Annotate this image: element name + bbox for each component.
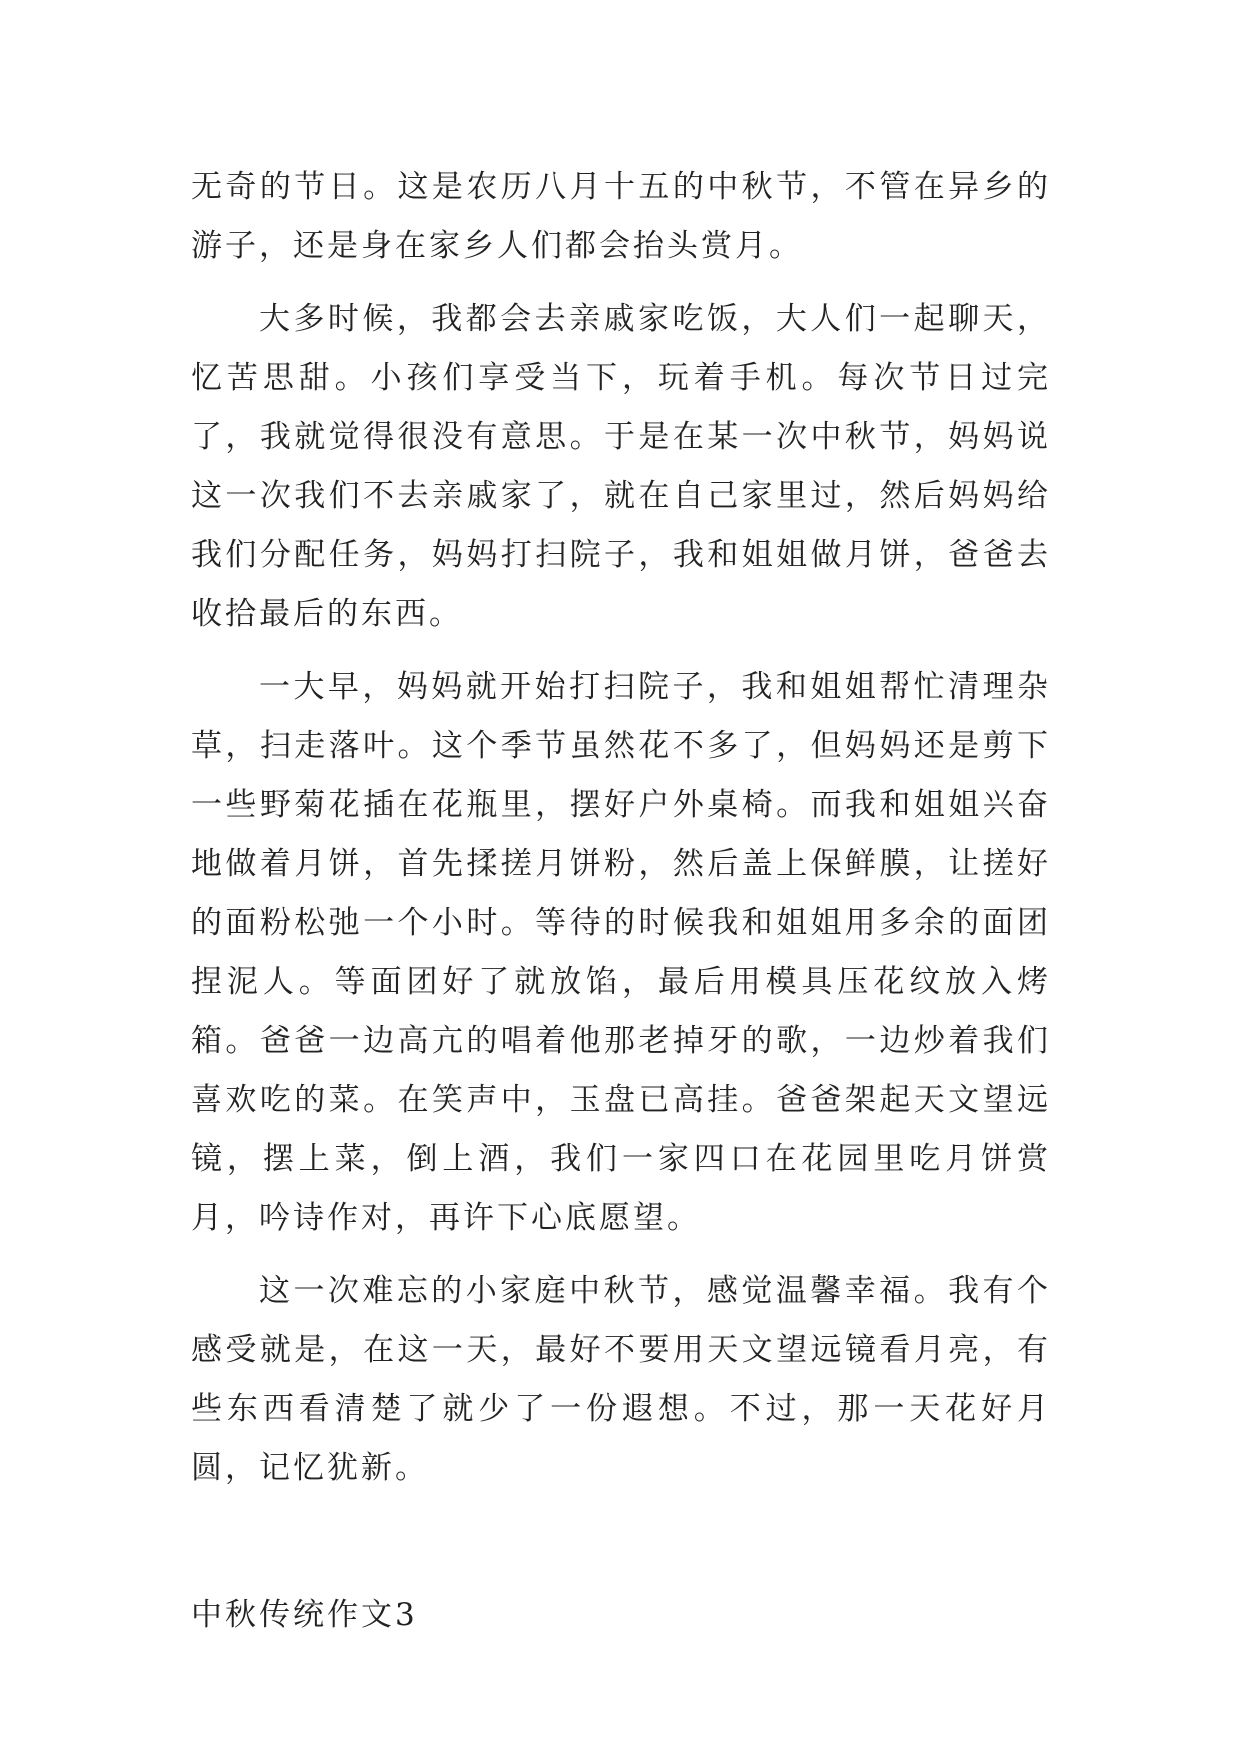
paragraph-continuation: 无奇的节日。这是农历八月十五的中秋节，不管在异乡的游子，还是身在家乡人们都会抬头赏月。 [191, 169, 1051, 264]
paragraph-relatives-dinner: 大多时候，我都会去亲戚家吃饭，大人们一起聊天，忆苦思甜。小孩们享受当下，玩着手机。每次节日过完了，我就觉得很没有意思。于是在某一次中秋节，妈妈说这一次我们不去亲戚家了，就在自己家里过，然后妈妈给我们分配任务，妈妈打扫院子，我和姐姐做月饼，爸爸去收拾最后的东西。 [191, 301, 1051, 632]
paragraph-festival-preparation: 一大早，妈妈就开始打扫院子，我和姐姐帮忙清理杂草，扫走落叶。这个季节虽然花不多了，但妈妈还是剪下一些野菊花插在花瓶里，摆好户外桌椅。而我和姐姐兴奋地做着月饼，首先揉搓月饼粉，然后盖上保鲜膜，让搓好的面粉松弛一个小时。等待的时候我和姐姐用多余的面团捏泥人。等面团好了就放馅，最后用模具压花纹放入烤箱。爸爸一边高亢的唱着他那老掉牙的歌，一边炒着我们喜欢吃的菜。在笑声中，玉盘已高挂。爸爸架起天文望远镜，摆上菜，倒上酒，我们一家四口在花园里吃月饼赏月，吟诗作对，再许下心底愿望。 [191, 669, 1051, 1236]
document-body [191, 158, 1051, 1645]
paragraph-reflection: 这一次难忘的小家庭中秋节，感觉温馨幸福。我有个感受就是，在这一天，最好不要用天文望远镜看月亮，有些东西看清楚了就少了一份遐想。不过，那一天花好月圆，记忆犹新。 [191, 1273, 1051, 1486]
essay-title: 中秋传统作文3 [191, 1597, 418, 1633]
